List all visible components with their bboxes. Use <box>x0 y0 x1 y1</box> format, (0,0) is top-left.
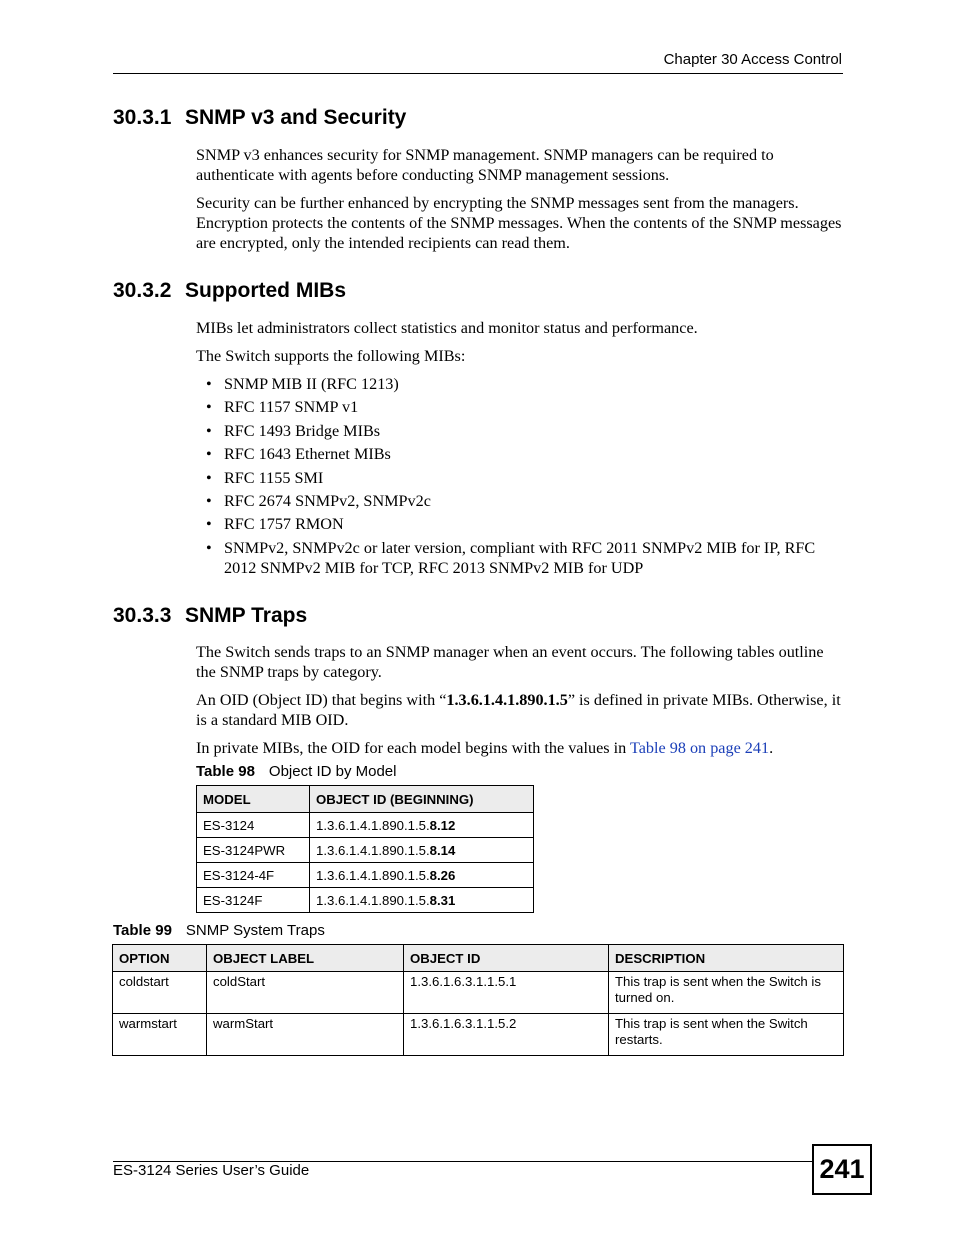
table-row <box>197 863 534 888</box>
list-item: • RFC 1757 RMON <box>206 515 344 534</box>
column-header: OPTION <box>113 945 207 972</box>
description-cell: This trap is sent when the Switch is turned on. <box>609 972 844 1014</box>
model-cell: ES-3124 <box>197 813 310 838</box>
column-header: OBJECT ID <box>404 945 609 972</box>
snmp-system-traps-table <box>112 944 844 1056</box>
table-99-caption <box>113 922 325 939</box>
header-rule <box>113 73 843 74</box>
column-header: OBJECT LABEL <box>207 945 404 972</box>
list-item: • RFC 1493 Bridge MIBs <box>206 421 381 440</box>
bullet-icon: • <box>206 445 212 464</box>
bullet-icon: • <box>206 468 212 487</box>
oid-cell: 1.3.6.1.4.1.890.1.5.8.12 <box>310 813 534 838</box>
bullet-icon: • <box>206 538 212 557</box>
section-title: Supported MIBs <box>185 279 346 302</box>
oid-prefix-bold: 1.3.6.1.4.1.890.1.5 <box>446 691 568 709</box>
caption-title: SNMP System Traps <box>185 922 325 939</box>
section-number: 30.3.1 <box>113 106 172 129</box>
list-item: • SNMPv2, SNMPv2c or later version, compliant with RFC 2011 SNMPv2 MIB for IP, RFC 2012 SNMPv2 MIB for TCP, RFC 2013 SNMPv2 MIB for UDP <box>206 538 816 577</box>
table-row <box>113 1014 844 1056</box>
list-item: • RFC 1643 Ethernet MIBs <box>206 445 391 464</box>
section-number: 30.3.3 <box>113 604 172 627</box>
table-row <box>113 972 844 1014</box>
description-cell: This trap is sent when the Switch restarts. <box>609 1014 844 1056</box>
column-header: OBJECT ID (BEGINNING) <box>310 786 534 813</box>
chapter-header: Chapter 30 Access Control <box>663 51 842 68</box>
caption-label: Table 98 <box>196 763 255 780</box>
section-title: SNMP v3 and Security <box>185 106 407 129</box>
column-header: DESCRIPTION <box>609 945 844 972</box>
section-heading-snmp-v3 <box>113 106 406 130</box>
paragraph: The Switch sends traps to an SNMP manager when an event occurs. The following tables outline the SNMP traps by category. <box>196 643 824 681</box>
model-cell: ES-3124PWR <box>197 838 310 863</box>
table-row <box>197 813 534 838</box>
column-header: MODEL <box>197 786 310 813</box>
bullet-icon: • <box>206 421 212 440</box>
section-heading-snmp-traps <box>113 604 307 628</box>
mib-list <box>196 374 844 581</box>
section-heading-supported-mibs <box>113 279 346 303</box>
object-id-table <box>196 785 534 913</box>
option-cell: warmstart <box>113 1014 207 1056</box>
paragraph: Security can be further enhanced by encrypting the SNMP messages sent from the managers. Encryption protects the contents of the SNMP messages. When the contents of the SNMP messages are encrypted, only the intended recipients can read them. <box>196 194 842 252</box>
bullet-icon: • <box>206 491 212 510</box>
table-row <box>197 838 534 863</box>
list-item: • SNMP MIB II (RFC 1213) <box>206 375 399 393</box>
oid-cell: 1.3.6.1.4.1.890.1.5.8.26 <box>310 863 534 888</box>
list-item: • RFC 2674 SNMPv2, SNMPv2c <box>206 491 431 510</box>
table-header-row <box>197 786 534 813</box>
object-id-cell: 1.3.6.1.6.3.1.1.5.1 <box>404 972 609 1014</box>
table-row <box>197 888 534 913</box>
table-98-caption <box>196 763 396 780</box>
table-98-link[interactable]: Table 98 on page 241 <box>629 739 770 757</box>
paragraph-oid: An OID (Object ID) that begins with “1.3.6.1.4.1.890.1.5” is defined in private MIBs. Otherwise, it is a standard MIB OID. <box>196 691 841 729</box>
object-label-cell: warmStart <box>207 1014 404 1056</box>
bullet-icon: • <box>206 375 212 393</box>
object-label-cell: coldStart <box>207 972 404 1014</box>
option-cell: coldstart <box>113 972 207 1014</box>
object-id-cell: 1.3.6.1.6.3.1.1.5.2 <box>404 1014 609 1056</box>
oid-cell: 1.3.6.1.4.1.890.1.5.8.14 <box>310 838 534 863</box>
section-number: 30.3.2 <box>113 279 172 302</box>
footer-guide-title: ES-3124 Series User’s Guide <box>113 1162 310 1179</box>
page-number: 241 <box>812 1144 872 1195</box>
list-item: • RFC 1157 SNMP v1 <box>206 398 359 417</box>
table-header-row <box>113 945 844 972</box>
model-cell: ES-3124-4F <box>197 863 310 888</box>
bullet-icon: • <box>206 515 212 534</box>
section-title: SNMP Traps <box>185 604 308 627</box>
caption-title: Object ID by Model <box>268 763 397 780</box>
list-item: • RFC 1155 SMI <box>206 468 324 487</box>
oid-cell: 1.3.6.1.4.1.890.1.5.8.31 <box>310 888 534 913</box>
model-cell: ES-3124F <box>197 888 310 913</box>
paragraph: MIBs let administrators collect statistics and monitor status and performance. <box>196 319 698 337</box>
caption-label: Table 99 <box>113 922 172 939</box>
paragraph-private-mibs: In private MIBs, the OID for each model begins with the values in Table 98 on page 241. <box>196 739 774 757</box>
bullet-icon: • <box>206 398 212 417</box>
paragraph: The Switch supports the following MIBs: <box>196 347 466 365</box>
paragraph: SNMP v3 enhances security for SNMP management. SNMP managers can be required to authenticate with agents before conducting SNMP management sessions. <box>196 146 774 184</box>
